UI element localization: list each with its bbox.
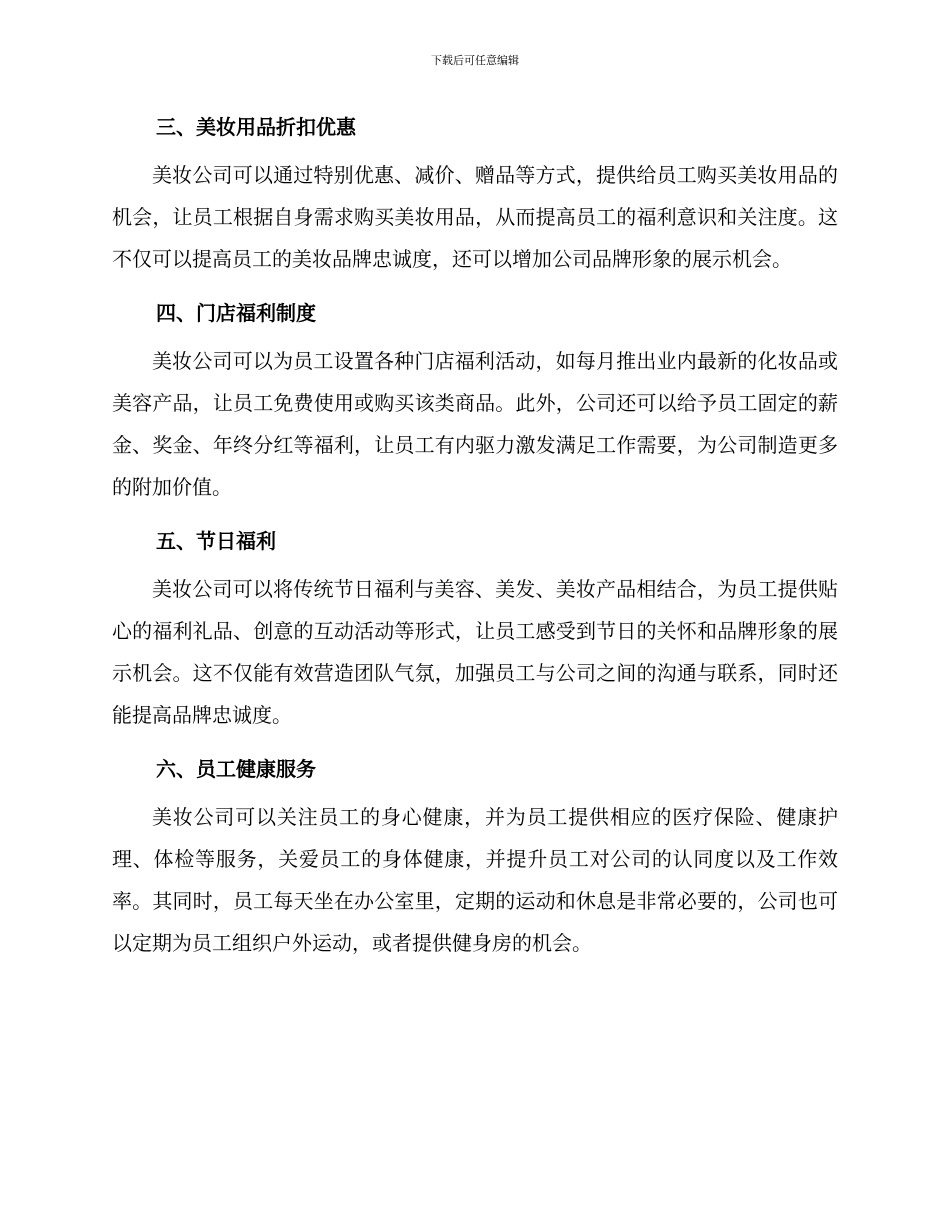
section-paragraph-3: 美妆公司可以通过特别优惠、减价、赠品等方式，提供给员工购买美妆用品的机会，让员工根据自身需求购买美妆用品，从而提高员工的福利意识和关注度。这不仅可以提高员工的美妆品牌忠诚度，还可以增加公司品牌形象的展示机会。 [112, 163, 838, 271]
document-body [112, 110, 838, 980]
section-heading-6: 六、员工健康服务 [156, 757, 316, 781]
section-heading-4: 四、门店福利制度 [156, 301, 316, 325]
section-heading-5: 五、节日福利 [156, 529, 276, 553]
page-header: 下载后可任意编辑 [431, 54, 519, 67]
section-paragraph-5: 美妆公司可以将传统节日福利与美容、美发、美妆产品相结合，为员工提供贴心的福利礼品、创意的互动活动等形式，让员工感受到节日的关怀和品牌形象的展示机会。这不仅能有效营造团队气氛，加强员工与公司之间的沟通与联系，同时还能提高品牌忠诚度。 [112, 577, 838, 727]
section-paragraph-4: 美妆公司可以为员工设置各种门店福利活动，如每月推出业内最新的化妆品或美容产品，让员工免费使用或购买该类商品。此外，公司还可以给予员工固定的薪金、奖金、年终分红等福利，让员工有内驱力激发满足工作需要，为公司制造更多的附加价值。 [112, 349, 838, 499]
section-heading-3: 三、美妆用品折扣优惠 [156, 115, 356, 139]
section-paragraph-6: 美妆公司可以关注员工的身心健康，并为员工提供相应的医疗保险、健康护理、体检等服务，关爱员工的身体健康，并提升员工对公司的认同度以及工作效率。其同时，员工每天坐在办公室里，定期的运动和休息是非常必要的，公司也可以定期为员工组织户外运动，或者提供健身房的机会。 [112, 805, 838, 955]
